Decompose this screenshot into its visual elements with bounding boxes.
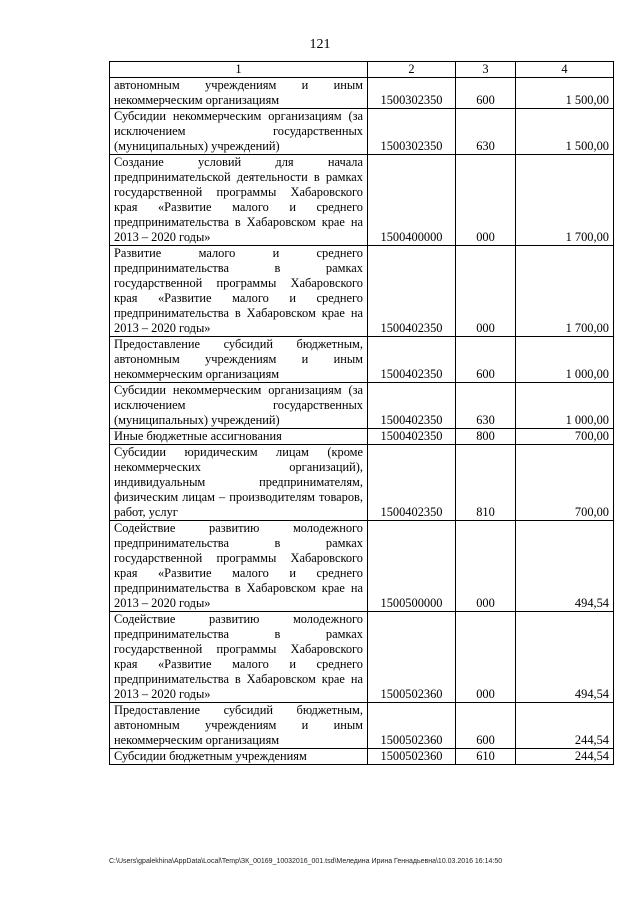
row-code-cell: 1500400000 — [368, 155, 456, 246]
column-header-1: 1 — [110, 62, 368, 78]
row-code-cell: 1500402350 — [368, 246, 456, 337]
column-header-3: 3 — [456, 62, 516, 78]
row-name-cell: Иные бюджетные ассигнования — [110, 429, 368, 445]
table-row — [110, 749, 614, 765]
row-amount-cell: 1 700,00 — [516, 155, 614, 246]
row-name-cell: Субсидии некоммерческим организациям (за исключением государственных (муниципальных) учреждений) — [110, 383, 368, 429]
row-name-cell: Субсидии некоммерческим организациям (за исключением государственных (муниципальных) учреждений) — [110, 109, 368, 155]
row-type-cell: 000 — [456, 521, 516, 612]
budget-table — [109, 61, 614, 765]
row-code-cell: 1500502360 — [368, 612, 456, 703]
table-row — [110, 155, 614, 246]
row-type-cell: 630 — [456, 383, 516, 429]
row-name-cell: Субсидии юридическим лицам (кроме некоммерческих организаций), индивидуальным предпринимателям, физическим лицам – производителям товаров, работ, услуг — [110, 445, 368, 521]
page-number: 121 — [309, 37, 331, 52]
row-code-cell: 1500402350 — [368, 383, 456, 429]
table-row — [110, 445, 614, 521]
row-type-cell: 600 — [456, 703, 516, 749]
row-amount-cell: 1 500,00 — [516, 78, 614, 109]
file-path-footer: C:\Users\gpalekhina\AppData\Local\Temp\ЗК_00169_10032016_001.tsd\Меледина Ирина Геннадьевна\10.03.2016 16:14:50 — [109, 858, 503, 865]
table-row — [110, 521, 614, 612]
row-code-cell: 1500502360 — [368, 749, 456, 765]
row-type-cell: 610 — [456, 749, 516, 765]
column-header-2: 2 — [368, 62, 456, 78]
table-row — [110, 703, 614, 749]
row-code-cell: 1500500000 — [368, 521, 456, 612]
row-amount-cell: 1 700,00 — [516, 246, 614, 337]
row-name-cell: Предоставление субсидий бюджетным, автономным учреждениям и иным некоммерческим организациям — [110, 703, 368, 749]
row-name-cell: Создание условий для начала предпринимательской деятельности в рамках государственной программы Хабаровского края «Развитие малого и среднего предпринимательства в Хабаровском крае на 2013 – 2020 годы» — [110, 155, 368, 246]
row-code-cell: 1500502360 — [368, 703, 456, 749]
row-name-cell: Содействие развитию молодежного предпринимательства в рамках государственной программы Хабаровского края «Развитие малого и среднего предпринимательства в Хабаровском крае на 2013 – 2020 годы» — [110, 521, 368, 612]
row-type-cell: 600 — [456, 337, 516, 383]
row-amount-cell: 1 000,00 — [516, 383, 614, 429]
row-type-cell: 810 — [456, 445, 516, 521]
row-name-cell: Содействие развитию молодежного предпринимательства в рамках государственной программы Хабаровского края «Развитие малого и среднего предпринимательства в Хабаровском крае на 2013 – 2020 годы» — [110, 612, 368, 703]
row-code-cell: 1500302350 — [368, 78, 456, 109]
table-header-row — [110, 62, 614, 78]
row-amount-cell: 700,00 — [516, 445, 614, 521]
row-amount-cell: 244,54 — [516, 703, 614, 749]
row-code-cell: 1500302350 — [368, 109, 456, 155]
table-row — [110, 612, 614, 703]
row-amount-cell: 700,00 — [516, 429, 614, 445]
table-row — [110, 383, 614, 429]
table-row — [110, 429, 614, 445]
row-amount-cell: 1 000,00 — [516, 337, 614, 383]
row-type-cell: 000 — [456, 612, 516, 703]
table-row — [110, 109, 614, 155]
row-type-cell: 000 — [456, 155, 516, 246]
row-type-cell: 000 — [456, 246, 516, 337]
row-code-cell: 1500402350 — [368, 429, 456, 445]
row-amount-cell: 244,54 — [516, 749, 614, 765]
row-amount-cell: 1 500,00 — [516, 109, 614, 155]
row-type-cell: 600 — [456, 78, 516, 109]
row-code-cell: 1500402350 — [368, 337, 456, 383]
row-amount-cell: 494,54 — [516, 521, 614, 612]
table-row — [110, 337, 614, 383]
row-name-cell: Субсидии бюджетным учреждениям — [110, 749, 368, 765]
row-name-cell: автономным учреждениям и иным некоммерческим организациям — [110, 78, 368, 109]
row-code-cell: 1500402350 — [368, 445, 456, 521]
row-type-cell: 800 — [456, 429, 516, 445]
row-amount-cell: 494,54 — [516, 612, 614, 703]
row-type-cell: 630 — [456, 109, 516, 155]
table-row — [110, 78, 614, 109]
column-header-4: 4 — [516, 62, 614, 78]
table-row — [110, 246, 614, 337]
row-name-cell: Развитие малого и среднего предпринимательства в рамках государственной программы Хабаровского края «Развитие малого и среднего предпринимательства в Хабаровском крае на 2013 – 2020 годы» — [110, 246, 368, 337]
row-name-cell: Предоставление субсидий бюджетным, автономным учреждениям и иным некоммерческим организациям — [110, 337, 368, 383]
